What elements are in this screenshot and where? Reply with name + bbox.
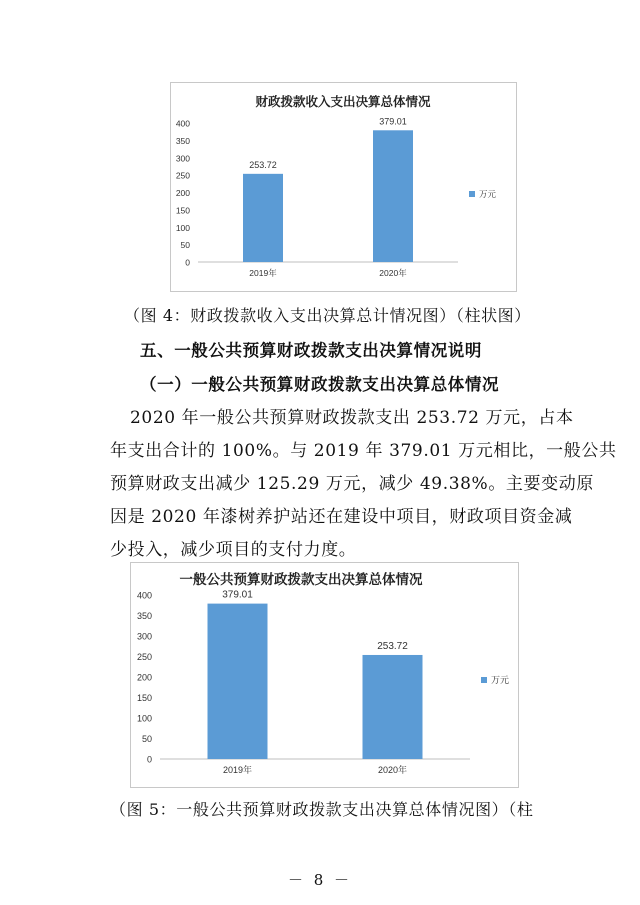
paragraph-line-5: 少投入，减少项目的支付力度。 [110, 540, 357, 560]
figure-5-caption: （图 5：一般公共预算财政拨款支出决算总体情况图）（柱 [110, 800, 534, 819]
chart-2-y-tick-label: 350 [136, 611, 152, 621]
chart-1-data-label: 379.01 [379, 116, 407, 127]
chart-2-y-tick-label: 400 [136, 590, 152, 601]
chart-1-y-tick-label: 100 [175, 222, 190, 233]
chart-2-bar [208, 604, 268, 759]
figure-4-caption: （图 4：财政拨款收入支出决算总计情况图）（柱状图） [124, 306, 531, 325]
chart-1-y-tick-label: 0 [185, 257, 190, 268]
chart-2-y-tick-label: 250 [136, 652, 152, 662]
chart-1-y-tick-label: 300 [175, 153, 190, 164]
chart-2-legend-swatch [481, 677, 487, 683]
chart-2-bar [363, 655, 423, 759]
chart-1-y-tick-label: 350 [175, 135, 190, 146]
paragraph-line-4: 因是 2020 年漆树养护站还在建设中项目，财政项目资金减 [110, 507, 573, 527]
chart-1-category-label: 2019年 [249, 268, 277, 278]
chart-2-category-label: 2019年 [222, 765, 253, 775]
paragraph-line-1: 2020 年一般公共预算财政拨款支出 253.72 万元，占本 [130, 408, 574, 428]
chart-1-legend-swatch [469, 191, 475, 197]
page-number: － 8 － [287, 871, 353, 889]
chart-2-data-label: 379.01 [222, 589, 253, 601]
chart-1-y-tick-label: 50 [180, 240, 190, 251]
chart-2-y-tick-label: 0 [146, 754, 152, 765]
chart-2-y-tick-label: 150 [136, 693, 152, 703]
chart-1-y-tick-label: 250 [175, 170, 190, 181]
chart-1-y-tick-label: 150 [175, 205, 190, 216]
chart-2-y-tick-label: 100 [136, 713, 152, 724]
chart-1-y-tick-label: 200 [175, 188, 190, 198]
chart-2-frame [130, 562, 519, 788]
section-heading: 五、一般公共预算财政拨款支出决算情况说明 [140, 341, 482, 360]
chart-1-y-tick-label: 400 [175, 118, 190, 129]
chart-2-y-tick-label: 300 [136, 631, 152, 642]
chart-2-data-label: 253.72 [377, 640, 408, 652]
chart-1-bar [373, 130, 413, 262]
chart-1-bar [243, 174, 283, 262]
chart-1-title: 财政拨款收入支出决算总体情况 [255, 94, 431, 109]
paragraph-line-3: 预算财政支出减少 125.29 万元，减少 49.38%。主要变动原 [110, 474, 594, 494]
chart-2-category-label: 2020年 [377, 765, 408, 775]
chart-2-title: 一般公共预算财政拨款支出决算总体情况 [179, 572, 423, 588]
chart-1 [171, 83, 516, 291]
paragraph-line-2: 年支出合计的 100%。与 2019 年 379.01 万元相比，一般公共 [110, 441, 617, 461]
chart-2-y-tick-label: 200 [136, 672, 152, 683]
chart-2-y-tick-label: 50 [141, 734, 152, 744]
chart-1-category-label: 2020年 [379, 268, 407, 278]
chart-1-data-label: 253.72 [249, 159, 277, 170]
chart-1-legend-label: 万元 [479, 189, 497, 199]
chart-2 [131, 563, 518, 787]
sub-heading: （一）一般公共预算财政拨款支出决算总体情况 [140, 375, 500, 394]
chart-2-legend-label: 万元 [491, 675, 510, 685]
chart-1-frame [170, 82, 517, 292]
